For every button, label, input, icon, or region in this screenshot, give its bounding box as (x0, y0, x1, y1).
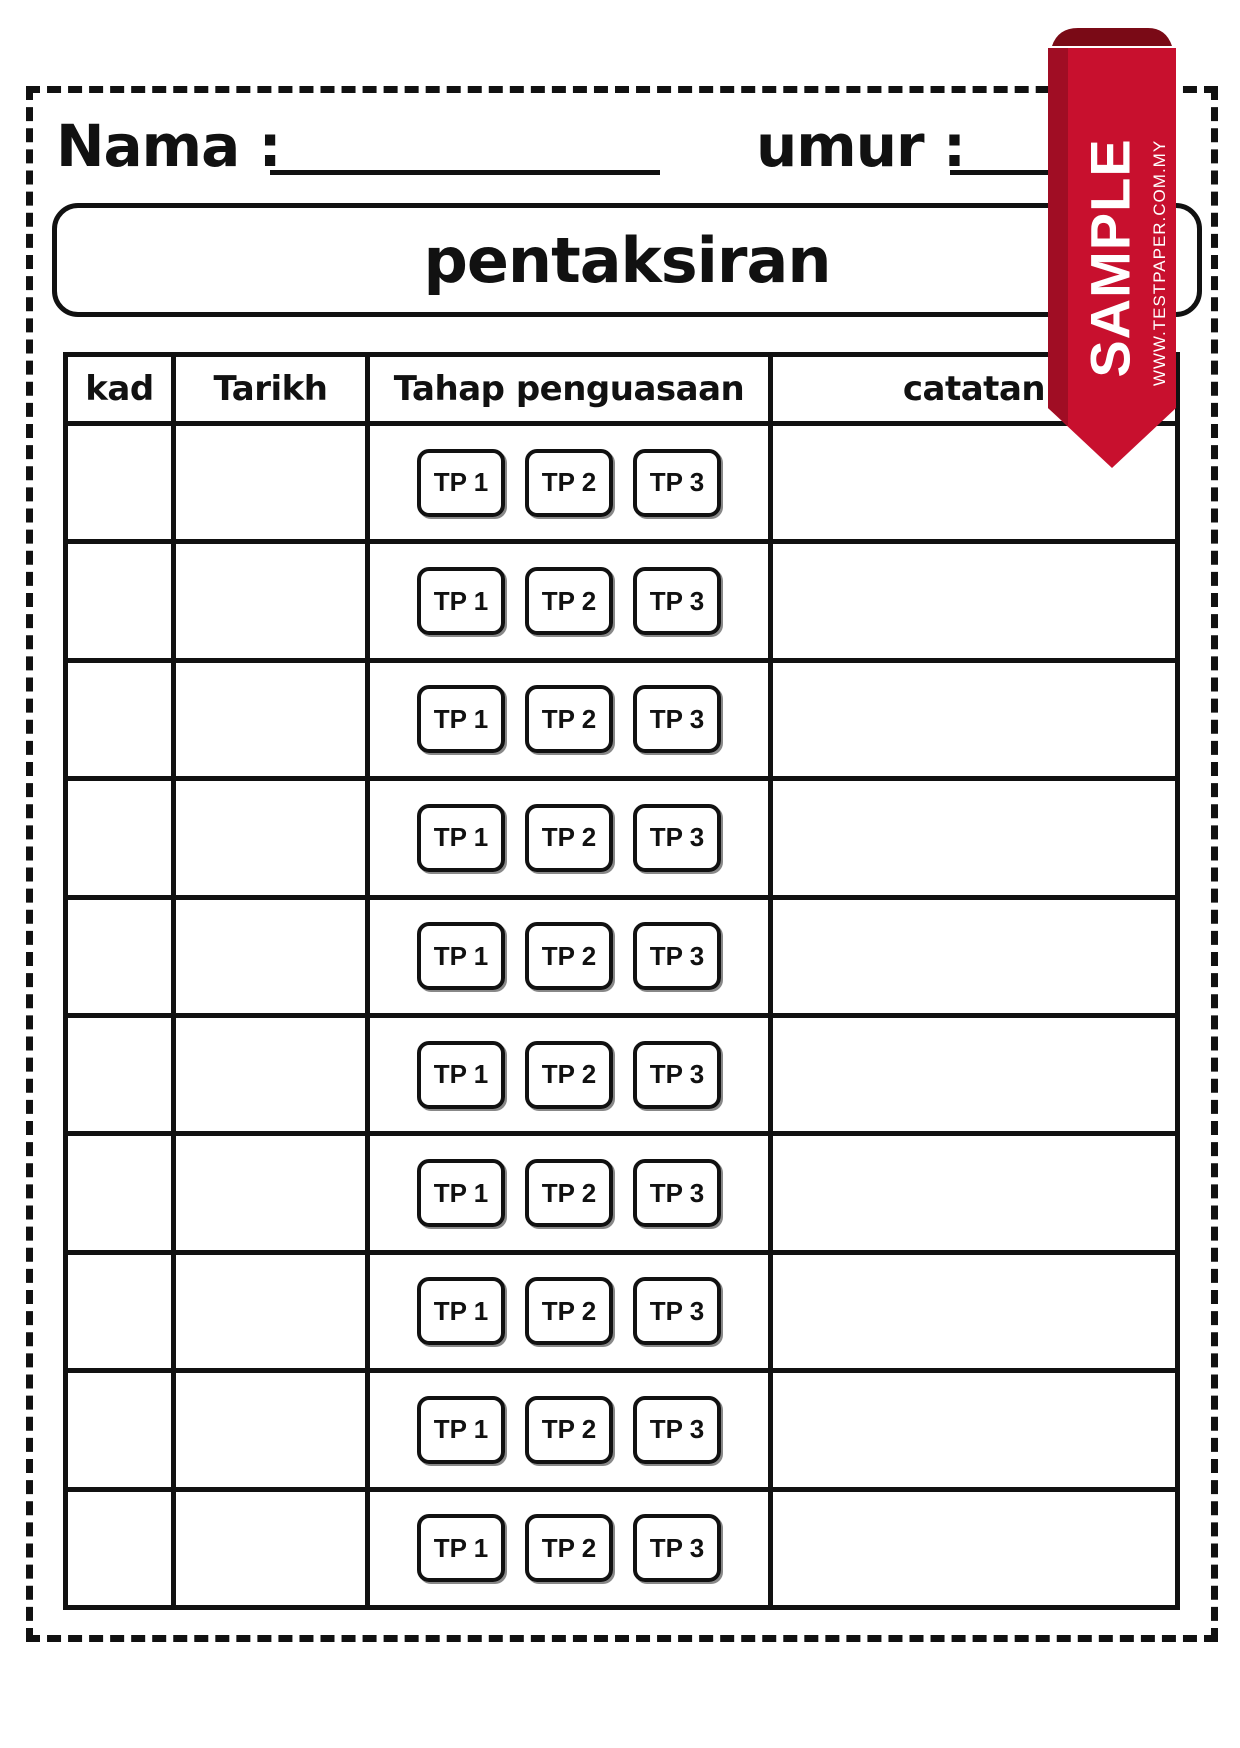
cell-tarikh[interactable] (174, 1371, 368, 1489)
assessment-table (63, 352, 1180, 1610)
level-option-tp-1[interactable]: TP 1 (417, 449, 505, 517)
level-options (370, 449, 768, 517)
cell-kad[interactable] (66, 660, 174, 778)
level-option-tp-3[interactable]: TP 3 (633, 1277, 721, 1345)
cell-kad[interactable] (66, 779, 174, 897)
cell-tarikh[interactable] (174, 660, 368, 778)
name-field[interactable] (270, 170, 660, 175)
level-option-tp-3[interactable]: TP 3 (633, 1041, 721, 1109)
level-options (370, 1277, 768, 1345)
cell-kad[interactable] (66, 1489, 174, 1607)
table-body (66, 424, 1178, 1608)
table-row (66, 1134, 1178, 1252)
name-label: Nama : (56, 112, 281, 180)
level-option-tp-3[interactable]: TP 3 (633, 449, 721, 517)
cell-catatan[interactable] (771, 1489, 1178, 1607)
level-option-tp-1[interactable]: TP 1 (417, 922, 505, 990)
level-option-tp-3[interactable]: TP 3 (633, 804, 721, 872)
table-row (66, 1489, 1178, 1607)
level-option-tp-2[interactable]: TP 2 (525, 685, 613, 753)
level-option-tp-3[interactable]: TP 3 (633, 1159, 721, 1227)
watermark-sample-text: SAMPLE (1078, 138, 1142, 378)
table-row (66, 1015, 1178, 1133)
cell-kad[interactable] (66, 897, 174, 1015)
level-option-tp-1[interactable]: TP 1 (417, 804, 505, 872)
cell-catatan[interactable] (771, 1134, 1178, 1252)
table-row (66, 424, 1178, 542)
cell-tarikh[interactable] (174, 1489, 368, 1607)
cell-catatan[interactable] (771, 660, 1178, 778)
cell-tarikh[interactable] (174, 424, 368, 542)
cell-tarikh[interactable] (174, 897, 368, 1015)
cell-tahap-penguasaan (368, 1015, 771, 1133)
column-header-tahap-penguasaan: Tahap penguasaan (368, 355, 771, 424)
cell-catatan[interactable] (771, 1371, 1178, 1489)
table-row (66, 1252, 1178, 1370)
table-row (66, 542, 1178, 660)
level-option-tp-3[interactable]: TP 3 (633, 922, 721, 990)
cell-tarikh[interactable] (174, 1252, 368, 1370)
cell-kad[interactable] (66, 1252, 174, 1370)
title-box (52, 203, 1202, 317)
level-options (370, 1041, 768, 1109)
level-option-tp-3[interactable]: TP 3 (633, 1396, 721, 1464)
table-row (66, 660, 1178, 778)
age-label: umur : (756, 112, 966, 180)
level-option-tp-2[interactable]: TP 2 (525, 1396, 613, 1464)
level-option-tp-2[interactable]: TP 2 (525, 804, 613, 872)
column-header-kad: kad (66, 355, 174, 424)
level-option-tp-2[interactable]: TP 2 (525, 1277, 613, 1345)
cell-tahap-penguasaan (368, 1134, 771, 1252)
table-header-row (66, 355, 1178, 424)
level-option-tp-3[interactable]: TP 3 (633, 685, 721, 753)
level-option-tp-2[interactable]: TP 2 (525, 1514, 613, 1582)
column-header-tarikh: Tarikh (174, 355, 368, 424)
level-option-tp-1[interactable]: TP 1 (417, 685, 505, 753)
table-row (66, 1371, 1178, 1489)
level-option-tp-3[interactable]: TP 3 (633, 567, 721, 635)
level-option-tp-2[interactable]: TP 2 (525, 449, 613, 517)
cell-catatan[interactable] (771, 542, 1178, 660)
cell-tahap-penguasaan (368, 779, 771, 897)
level-option-tp-1[interactable]: TP 1 (417, 1277, 505, 1345)
level-option-tp-1[interactable]: TP 1 (417, 1041, 505, 1109)
level-option-tp-3[interactable]: TP 3 (633, 1514, 721, 1582)
level-option-tp-2[interactable]: TP 2 (525, 1041, 613, 1109)
level-options (370, 1396, 768, 1464)
cell-tahap-penguasaan (368, 660, 771, 778)
level-option-tp-1[interactable]: TP 1 (417, 1514, 505, 1582)
cell-tahap-penguasaan (368, 542, 771, 660)
cell-tahap-penguasaan (368, 1371, 771, 1489)
level-option-tp-2[interactable]: TP 2 (525, 922, 613, 990)
cell-tahap-penguasaan (368, 897, 771, 1015)
page-title: pentaksiran (423, 223, 831, 297)
watermark-url-text: WWW.TESTPAPER.COM.MY (1150, 139, 1169, 387)
level-options (370, 1159, 768, 1227)
level-option-tp-2[interactable]: TP 2 (525, 567, 613, 635)
cell-tarikh[interactable] (174, 1015, 368, 1133)
level-option-tp-1[interactable]: TP 1 (417, 1159, 505, 1227)
level-options (370, 804, 768, 872)
student-info-row (56, 112, 1206, 202)
level-options (370, 922, 768, 990)
table-row (66, 779, 1178, 897)
cell-tarikh[interactable] (174, 1134, 368, 1252)
level-options (370, 685, 768, 753)
cell-catatan[interactable] (771, 1252, 1178, 1370)
cell-catatan[interactable] (771, 779, 1178, 897)
level-options (370, 1514, 768, 1582)
cell-catatan[interactable] (771, 897, 1178, 1015)
cell-tarikh[interactable] (174, 542, 368, 660)
cell-tahap-penguasaan (368, 1489, 771, 1607)
cell-tahap-penguasaan (368, 1252, 771, 1370)
level-option-tp-1[interactable]: TP 1 (417, 567, 505, 635)
cell-kad[interactable] (66, 424, 174, 542)
cell-catatan[interactable] (771, 1015, 1178, 1133)
cell-tarikh[interactable] (174, 779, 368, 897)
sample-ribbon (1048, 28, 1176, 468)
cell-kad[interactable] (66, 1371, 174, 1489)
cell-kad[interactable] (66, 542, 174, 660)
table-row (66, 897, 1178, 1015)
column-header-catatan: catatan (771, 355, 1178, 424)
level-options (370, 567, 768, 635)
level-option-tp-1[interactable]: TP 1 (417, 1396, 505, 1464)
cell-tahap-penguasaan (368, 424, 771, 542)
level-option-tp-2[interactable]: TP 2 (525, 1159, 613, 1227)
cell-kad[interactable] (66, 1015, 174, 1133)
cell-kad[interactable] (66, 1134, 174, 1252)
